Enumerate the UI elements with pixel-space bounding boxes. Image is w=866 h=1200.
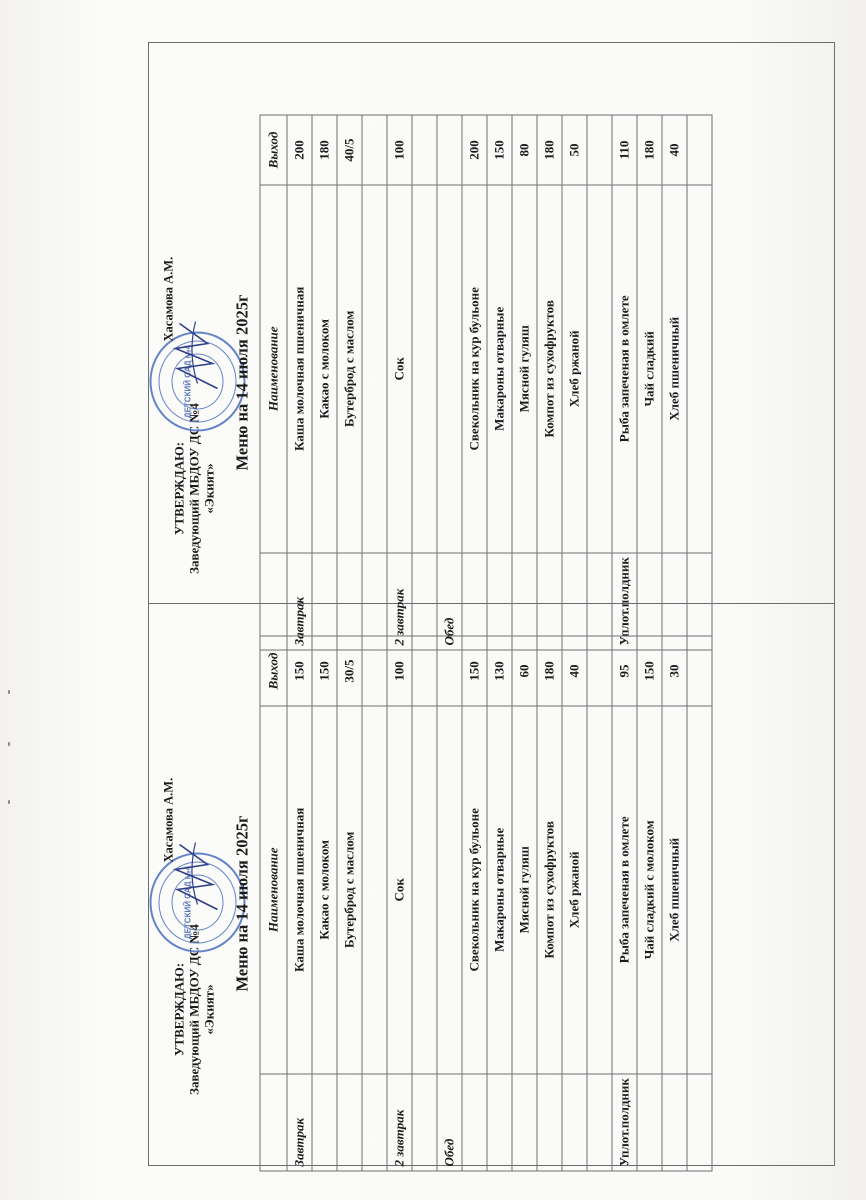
meal-cell: Завтрак [287, 553, 312, 650]
table-row [362, 115, 387, 650]
table-row [287, 115, 312, 650]
output-cell: 50 [562, 115, 587, 185]
dish-name-cell: Рыба запеченая в омлете [612, 185, 637, 553]
output-cell: 150 [637, 636, 662, 706]
table-row [587, 115, 612, 650]
output-cell: 30/5 [337, 636, 362, 706]
dish-name-cell [362, 185, 387, 553]
meal-cell: 2 завтрак [387, 553, 412, 650]
table-row [387, 636, 412, 1171]
table-row [487, 636, 512, 1171]
table-row [487, 115, 512, 650]
dish-name-cell: Компот из сухофруктов [537, 185, 562, 553]
dish-name-cell: Свекольник на кур бульоне [462, 185, 487, 553]
table-row [662, 636, 687, 1171]
table-row [662, 115, 687, 650]
dish-name-cell: Хлеб ржаной [562, 185, 587, 553]
dish-name-cell [587, 706, 612, 1074]
output-cell [687, 636, 712, 706]
table-row [312, 115, 337, 650]
approval-heading: УТВЕРЖДАЮ: [171, 441, 187, 536]
output-cell: 180 [537, 115, 562, 185]
output-cell: 100 [387, 636, 412, 706]
table-row [537, 115, 562, 650]
table-row [512, 636, 537, 1171]
output-cell: 150 [462, 636, 487, 706]
table-row [562, 636, 587, 1171]
dish-name-cell [687, 185, 712, 553]
table-row [462, 636, 487, 1171]
output-cell: 30 [662, 636, 687, 706]
table-header-row [260, 636, 287, 1171]
dish-name-cell: Хлеб пшеничный [662, 706, 687, 1074]
output-cell: 150 [487, 115, 512, 185]
dish-name-cell: Какао с молоком [312, 185, 337, 553]
dish-name-cell: Каша молочная пшеничная [287, 185, 312, 553]
menu-title: Меню на 14 июля 2025г [232, 294, 252, 471]
header-name: Наименование [260, 706, 287, 1074]
meal-cell: Обед [437, 553, 462, 650]
dish-name-cell: Чай сладкий с молоком [637, 706, 662, 1074]
dish-name-cell: Хлеб пшеничный [662, 185, 687, 553]
stamp-text: ДЕТСКИЙ САД №4 [183, 344, 193, 419]
approval-position: Заведующий МБДОУ ДС №4 [186, 924, 202, 1095]
header-name: Наименование [260, 185, 287, 553]
meal-cell [562, 1074, 587, 1171]
table-row [687, 636, 712, 1171]
dish-name-cell: Каша молочная пшеничная [287, 706, 312, 1074]
table-row [637, 115, 662, 650]
dish-name-cell: Бутерброд с маслом [337, 706, 362, 1074]
approval-org: «Экият» [201, 463, 217, 514]
output-cell [412, 115, 437, 185]
dish-name-cell: Какао с молоком [312, 706, 337, 1074]
dish-name-cell [437, 706, 462, 1074]
output-cell: 40/5 [337, 115, 362, 185]
output-cell: 100 [387, 115, 412, 185]
table-row [312, 636, 337, 1171]
output-cell: 40 [562, 636, 587, 706]
table-row [512, 115, 537, 650]
output-cell: 180 [637, 115, 662, 185]
dish-name-cell: Свекольник на кур бульоне [462, 706, 487, 1074]
dish-name-cell [437, 185, 462, 553]
output-cell: 200 [462, 115, 487, 185]
meal-cell: Обед [437, 1074, 462, 1171]
dish-name-cell [412, 706, 437, 1074]
table-row [637, 636, 662, 1171]
output-cell: 200 [287, 115, 312, 185]
meal-cell: 2 завтрак [387, 1074, 412, 1171]
table-row [437, 115, 462, 650]
output-cell: 150 [312, 636, 337, 706]
output-cell: 40 [662, 115, 687, 185]
header-output: Выход [260, 636, 287, 706]
dish-name-cell: Макароны отварные [487, 706, 512, 1074]
table-row [412, 115, 437, 650]
meal-cell [487, 1074, 512, 1171]
dish-name-cell: Макароны отварные [487, 185, 512, 553]
output-cell: 150 [287, 636, 312, 706]
dish-name-cell: Мясной гуляш [512, 185, 537, 553]
output-cell [437, 115, 462, 185]
table-row [412, 636, 437, 1171]
meal-cell [462, 1074, 487, 1171]
meal-cell [662, 1074, 687, 1171]
menu-sheet-lower [148, 623, 835, 1185]
signature-scrawl [168, 835, 228, 915]
dish-name-cell: Сок [387, 185, 412, 553]
scan-mark [8, 800, 10, 804]
stamp-text: ДЕТСКИЙ САД №4 [183, 865, 193, 940]
meal-cell [412, 1074, 437, 1171]
header-meal [260, 1074, 287, 1171]
table-row [612, 636, 637, 1171]
meal-cell [512, 1074, 537, 1171]
output-cell: 80 [512, 115, 537, 185]
meal-cell [312, 1074, 337, 1171]
dish-name-cell: Хлеб ржаной [562, 706, 587, 1074]
output-cell [412, 636, 437, 706]
output-cell [362, 115, 387, 185]
dish-name-cell: Сок [387, 706, 412, 1074]
scan-mark [8, 742, 10, 746]
meal-cell: Уплот.полдник [612, 553, 637, 650]
table-row [537, 636, 562, 1171]
table-row [437, 636, 462, 1171]
output-cell: 95 [612, 636, 637, 706]
scan-mark [8, 690, 10, 694]
table-row [362, 636, 387, 1171]
meal-cell [537, 1074, 562, 1171]
dish-name-cell: Бутерброд с маслом [337, 185, 362, 553]
output-cell: 180 [537, 636, 562, 706]
output-cell: 130 [487, 636, 512, 706]
table-row [687, 115, 712, 650]
table-row [287, 636, 312, 1171]
approval-position: Заведующий МБДОУ ДС №4 [186, 403, 202, 574]
dish-name-cell: Мясной гуляш [512, 706, 537, 1074]
table-row [562, 115, 587, 650]
dish-name-cell: Рыба запеченая в омлете [612, 706, 637, 1074]
output-cell [437, 636, 462, 706]
approval-heading: УТВЕРЖДАЮ: [171, 962, 187, 1057]
table-row [387, 115, 412, 650]
header-output: Выход [260, 115, 287, 185]
meal-cell [362, 1074, 387, 1171]
menu-table [260, 636, 713, 1172]
dish-name-cell: Чай сладкий [637, 185, 662, 553]
dish-name-cell [362, 706, 387, 1074]
dish-name-cell: Компот из сухофруктов [537, 706, 562, 1074]
signer-name: Хасамова А.М. [161, 777, 176, 863]
output-cell: 180 [312, 115, 337, 185]
signature-scrawl [168, 314, 228, 394]
output-cell [587, 115, 612, 185]
table-row [612, 115, 637, 650]
output-cell [362, 636, 387, 706]
meal-cell [637, 1074, 662, 1171]
meal-cell [587, 1074, 612, 1171]
meal-cell [337, 1074, 362, 1171]
menu-sheet-upper [148, 102, 835, 664]
dish-name-cell [587, 185, 612, 553]
meal-cell: Уплот.полдник [612, 1074, 637, 1171]
menu-title: Меню на 14 июля 2025г [232, 815, 252, 992]
output-cell: 110 [612, 115, 637, 185]
dish-name-cell [412, 185, 437, 553]
signer-name: Хасамова А.М. [161, 256, 176, 342]
table-row [587, 636, 612, 1171]
output-cell: 60 [512, 636, 537, 706]
dish-name-cell [687, 706, 712, 1074]
output-cell [687, 115, 712, 185]
meal-cell: Завтрак [287, 1074, 312, 1171]
table-row [337, 115, 362, 650]
approval-org: «Экият» [201, 984, 217, 1035]
output-cell [587, 636, 612, 706]
menu-table [260, 115, 713, 651]
meal-cell [687, 1074, 712, 1171]
table-row [462, 115, 487, 650]
table-header-row [260, 115, 287, 650]
table-row [337, 636, 362, 1171]
